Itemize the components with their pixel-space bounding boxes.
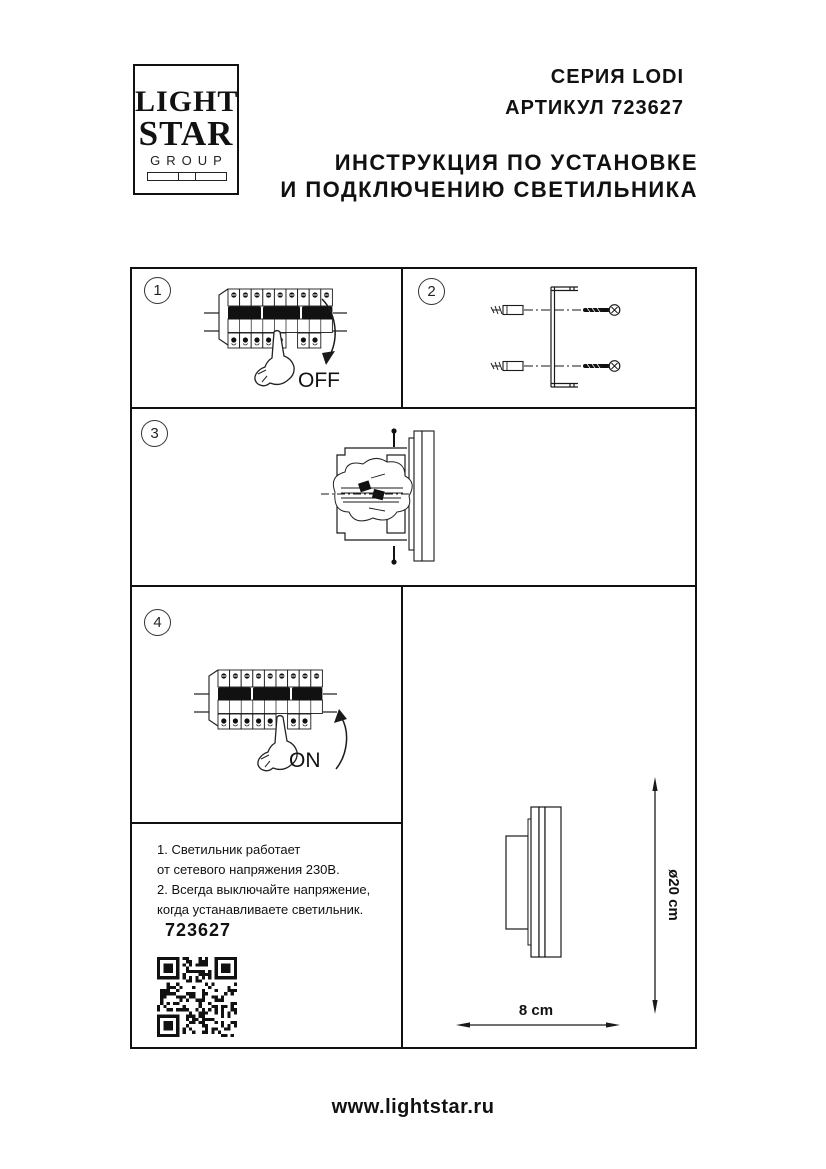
arrow-up-icon bbox=[334, 709, 347, 723]
breaker-on-diagram bbox=[187, 657, 349, 782]
title-line-1: ИНСТРУКЦИЯ ПО УСТАНОВКЕ bbox=[334, 150, 698, 175]
dim-arrowhead-icon bbox=[456, 1022, 470, 1027]
step-2-panel bbox=[403, 269, 695, 407]
header-series-block bbox=[505, 62, 684, 124]
step-number-badge bbox=[144, 609, 171, 636]
step-4-panel bbox=[132, 587, 401, 822]
flag-white-segment bbox=[178, 173, 195, 180]
note-line-2: от сетевого напряжения 230В. bbox=[157, 862, 340, 877]
step-number-badge bbox=[144, 277, 171, 304]
product-article-number: 723627 bbox=[165, 920, 232, 940]
series-name: СЕРИЯ LODI bbox=[550, 66, 684, 88]
title-line-2: И ПОДКЛЮЧЕНИЮ СВЕТИЛЬНИКА bbox=[280, 177, 698, 202]
website-url: www.lightstar.ru bbox=[331, 1096, 495, 1118]
notes-panel bbox=[132, 824, 401, 1047]
dimension-drawing bbox=[403, 587, 695, 1047]
step-3-panel bbox=[132, 409, 695, 585]
flag-red-segment bbox=[196, 173, 226, 180]
logo-word-star: STAR bbox=[138, 114, 234, 153]
depth-dimension-label: 8 cm bbox=[518, 1002, 554, 1019]
step-number-badge bbox=[418, 278, 445, 305]
step-3-number: 3 bbox=[150, 425, 159, 442]
step-2-number: 2 bbox=[427, 283, 436, 300]
dim-arrowhead-icon bbox=[652, 1000, 657, 1014]
breaker-off-diagram bbox=[202, 285, 354, 403]
step-1-panel bbox=[132, 269, 401, 407]
step-4-number: 4 bbox=[153, 614, 162, 631]
flag-green-segment bbox=[148, 173, 178, 180]
on-label: ON bbox=[289, 749, 321, 772]
safety-notes bbox=[157, 840, 370, 920]
mounting-hardware-diagram bbox=[478, 281, 703, 396]
article-number-line: АРТИКУЛ 723627 bbox=[505, 97, 684, 119]
logo-word-light: LIGHT bbox=[135, 85, 239, 118]
wiring-assembly-diagram bbox=[317, 420, 502, 575]
steps-grid bbox=[130, 267, 697, 1049]
italian-flag-stripe bbox=[147, 172, 227, 181]
note-line-3: 2. Всегда выключайте напряжение, bbox=[157, 882, 371, 897]
instruction-title bbox=[280, 149, 698, 203]
dim-arrowhead-icon bbox=[652, 777, 657, 791]
qr-code bbox=[157, 957, 237, 1037]
note-line-4: когда устанавливаете светильник. bbox=[157, 902, 364, 917]
note-line-1: 1. Светильник работает bbox=[157, 842, 301, 857]
dimensions-panel bbox=[403, 587, 695, 1047]
dim-arrowhead-icon bbox=[606, 1022, 620, 1027]
diameter-dimension-label: ø20 cm bbox=[665, 869, 682, 921]
step-number-badge bbox=[141, 420, 168, 447]
lightstar-logo bbox=[133, 64, 239, 195]
arrow-down-icon bbox=[322, 351, 335, 365]
logo-word-group: GROUP bbox=[150, 153, 228, 169]
off-label: OFF bbox=[298, 369, 340, 392]
step-1-number: 1 bbox=[153, 282, 162, 299]
